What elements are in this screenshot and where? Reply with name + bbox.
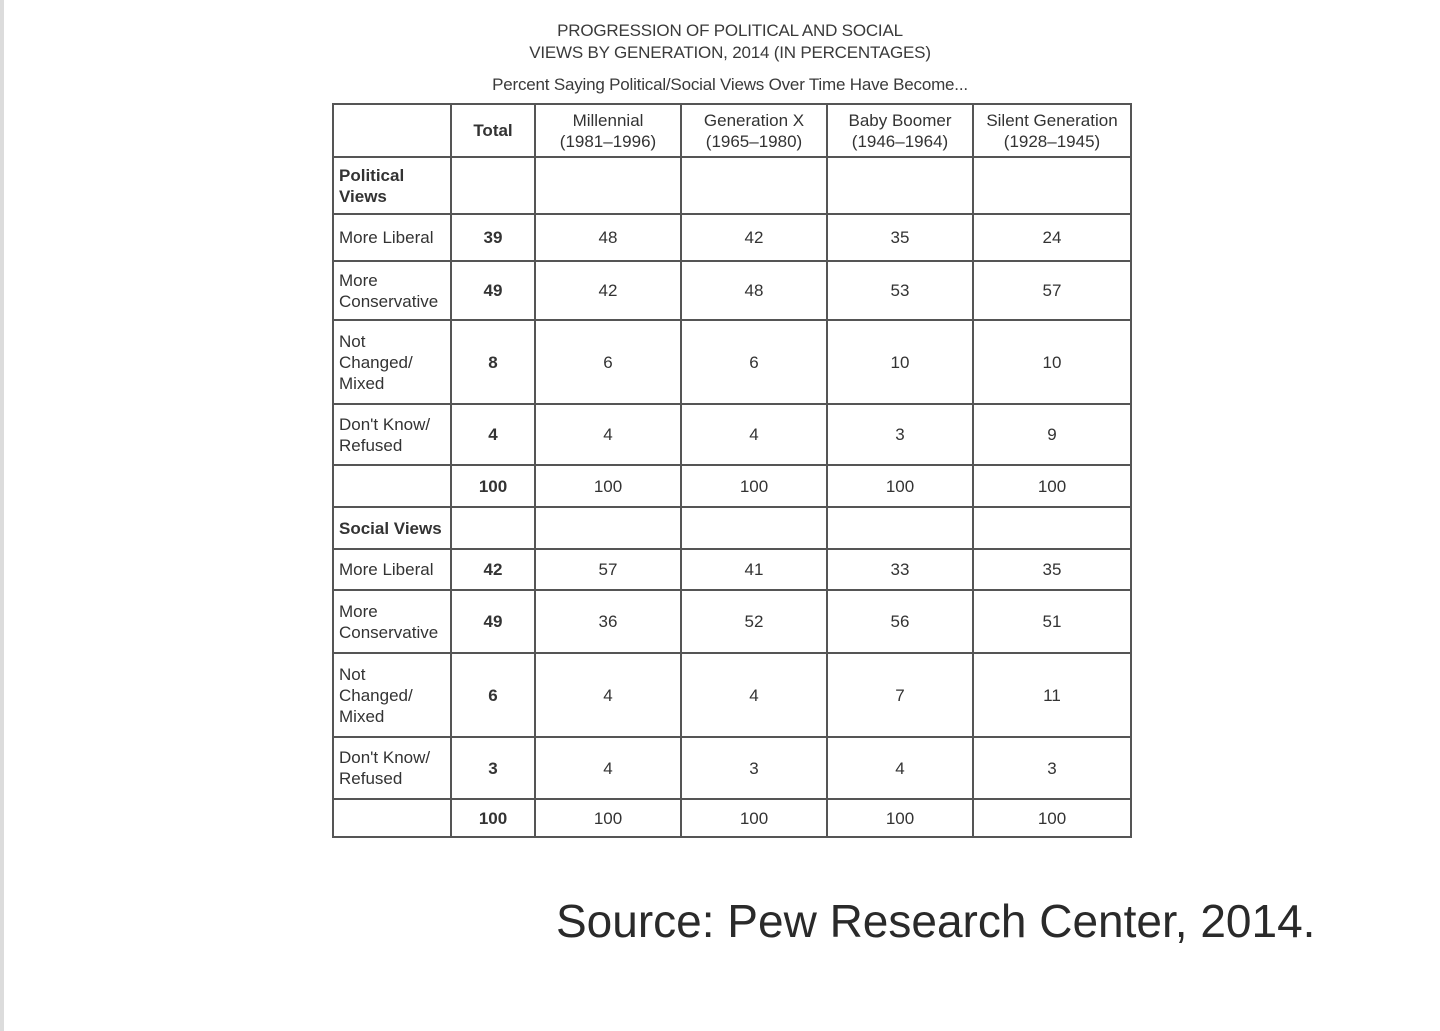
value-cell: 3: [827, 404, 973, 465]
generation-views-table: [332, 103, 1132, 838]
row-label-line: Refused: [339, 435, 403, 455]
empty-cell: [681, 157, 827, 214]
value-cell: 24: [973, 214, 1131, 261]
row-label: [333, 214, 451, 261]
empty-cell: [451, 157, 535, 214]
empty-cell: [333, 465, 451, 507]
total-cell: 8: [451, 320, 535, 404]
header-generation-x: [681, 104, 827, 157]
header-total: Total: [451, 104, 535, 157]
value-cell: 36: [535, 590, 681, 653]
value-cell: 4: [681, 404, 827, 465]
row-label-line: Conservative: [339, 622, 439, 642]
title-line-1: PROGRESSION OF POLITICAL AND SOCIAL: [557, 21, 903, 40]
row-label-line: Conservative: [339, 291, 439, 311]
total-cell: 42: [451, 549, 535, 590]
value-cell: 100: [827, 465, 973, 507]
value-cell: 57: [535, 549, 681, 590]
value-cell: 6: [681, 320, 827, 404]
value-cell: 100: [535, 465, 681, 507]
row-label-line: Mixed: [339, 706, 385, 726]
header-col-name: Baby Boomer: [848, 110, 952, 130]
header-col-years: (1981–1996): [559, 131, 657, 151]
value-cell: 48: [535, 214, 681, 261]
value-cell: 51: [973, 590, 1131, 653]
value-cell: 42: [681, 214, 827, 261]
row-label-line: More Liberal: [339, 228, 434, 247]
value-cell: 4: [827, 737, 973, 799]
row-label-line: Refused: [339, 769, 403, 788]
empty-cell: [827, 507, 973, 549]
section-row-social: [333, 507, 1131, 549]
row-label-line: Changed/: [339, 685, 413, 705]
value-cell: 4: [535, 404, 681, 465]
sum-row-social: [333, 799, 1131, 837]
value-cell: 56: [827, 590, 973, 653]
row-label: [333, 590, 451, 653]
header-millennial: [535, 104, 681, 157]
empty-cell: [535, 507, 681, 549]
value-cell: 100: [973, 799, 1131, 837]
value-cell: 35: [973, 549, 1131, 590]
table-row: [333, 737, 1131, 799]
value-cell: 10: [827, 320, 973, 404]
total-cell: 100: [451, 465, 535, 507]
row-label-line: More: [339, 270, 378, 290]
value-cell: 7: [827, 653, 973, 737]
value-cell: 10: [973, 320, 1131, 404]
value-cell: 6: [535, 320, 681, 404]
row-label-line: More: [339, 601, 378, 621]
value-cell: 9: [973, 404, 1131, 465]
header-col-years: (1965–1980): [705, 131, 803, 151]
value-cell: 100: [681, 465, 827, 507]
row-label: [333, 320, 451, 404]
total-cell: 49: [451, 590, 535, 653]
value-cell: 3: [681, 737, 827, 799]
header-col-name: Generation X: [703, 110, 805, 130]
value-cell: 41: [681, 549, 827, 590]
empty-cell: [333, 799, 451, 837]
row-label: [333, 549, 451, 590]
value-cell: 35: [827, 214, 973, 261]
row-label: [333, 261, 451, 320]
header-corner-cell: [333, 104, 451, 157]
value-cell: 48: [681, 261, 827, 320]
header-col-name: Silent Generation: [986, 110, 1118, 130]
total-cell: 49: [451, 261, 535, 320]
empty-cell: [535, 157, 681, 214]
table-row: [333, 590, 1131, 653]
value-cell: 100: [827, 799, 973, 837]
value-cell: 57: [973, 261, 1131, 320]
section-label-political: [333, 157, 451, 214]
empty-cell: [973, 507, 1131, 549]
row-label: [333, 653, 451, 737]
table-row: [333, 320, 1131, 404]
value-cell: 100: [535, 799, 681, 837]
row-label-line: Not: [339, 664, 366, 684]
row-label: [333, 737, 451, 799]
table-row: [333, 653, 1131, 737]
row-label-line: Not: [339, 331, 366, 351]
empty-cell: [451, 507, 535, 549]
header-baby-boomer: [827, 104, 973, 157]
page-left-border: [0, 0, 4, 1031]
title-line-2: VIEWS BY GENERATION, 2014 (IN PERCENTAGES): [529, 43, 931, 62]
row-label-line: Mixed: [339, 373, 385, 393]
section-row-political: [333, 157, 1131, 214]
empty-cell: [973, 157, 1131, 214]
header-row: [333, 104, 1131, 157]
total-cell: 39: [451, 214, 535, 261]
value-cell: 100: [973, 465, 1131, 507]
value-cell: 42: [535, 261, 681, 320]
value-cell: 11: [973, 653, 1131, 737]
header-col-years: (1946–1964): [851, 131, 949, 151]
value-cell: 4: [681, 653, 827, 737]
total-cell: 4: [451, 404, 535, 465]
value-cell: 4: [535, 737, 681, 799]
total-cell: 3: [451, 737, 535, 799]
value-cell: 100: [681, 799, 827, 837]
table-row: [333, 261, 1131, 320]
table-title: [430, 20, 1030, 64]
value-cell: 3: [973, 737, 1131, 799]
value-cell: 33: [827, 549, 973, 590]
table-row: [333, 549, 1131, 590]
row-label-line: Don't Know/: [339, 414, 431, 434]
empty-cell: [681, 507, 827, 549]
header-silent-generation: [973, 104, 1131, 157]
header-col-years: (1928–1945): [1003, 131, 1101, 151]
total-cell: 100: [451, 799, 535, 837]
empty-cell: [827, 157, 973, 214]
section-label-line: Political: [339, 165, 405, 185]
table-subtitle: Percent Saying Political/Social Views Over Time Have Become...: [492, 75, 968, 94]
section-label-social: Social Views: [333, 507, 451, 549]
row-label-line: More Liberal: [339, 560, 434, 579]
sum-row-political: [333, 465, 1131, 507]
value-cell: 53: [827, 261, 973, 320]
value-cell: 4: [535, 653, 681, 737]
table-row: [333, 404, 1131, 465]
value-cell: 52: [681, 590, 827, 653]
row-label-line: Don't Know/: [339, 748, 431, 767]
row-label-line: Changed/: [339, 352, 413, 372]
source-caption: Source: Pew Research Center, 2014.: [556, 895, 1316, 947]
table-row: [333, 214, 1131, 261]
header-col-name: Millennial: [572, 110, 644, 130]
row-label: [333, 404, 451, 465]
total-cell: 6: [451, 653, 535, 737]
section-label-line: Views: [339, 186, 387, 206]
